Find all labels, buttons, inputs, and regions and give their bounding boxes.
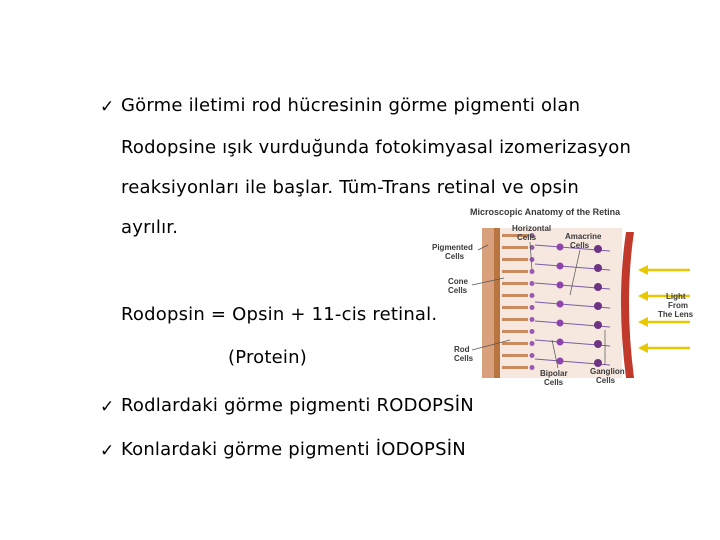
check-icon: ✓ [100,397,115,417]
formula-note: (Protein) [228,347,307,368]
ganglion-cell [594,264,602,272]
rod-cell [502,294,528,297]
paragraph-line-2: Rodopsine ışık vurduğunda fotokimyasal izomerizasyon [121,137,632,158]
retina-diagram [420,200,720,395]
rod-nucleus [530,317,535,322]
bullet-rod-pigment: Rodlardaki görme pigmenti RODOPSİN [121,395,474,416]
paragraph-line-4: ayrılır. [121,217,179,238]
paragraph-line-1: Görme iletimi rod hücresinin görme pigmenti olan [121,95,581,116]
ganglion-label-2: Cells [596,376,616,385]
rod-nucleus [530,305,535,310]
rod-cell [502,318,528,321]
arrow-head [638,291,648,301]
rod-cell [502,342,528,345]
rod-cell [502,366,528,369]
arrow-head [638,343,648,353]
bipolar-cell [557,263,564,270]
pigmented-label-2: Cells [445,252,465,261]
pigmented-layer [482,228,500,378]
diagram-title: Microscopic Anatomy of the Retina [470,207,621,217]
rod-nucleus [530,353,535,358]
ganglion-cell [594,302,602,310]
bipolar-cell [557,282,564,289]
ganglion-cell [594,340,602,348]
rod-nucleus [530,365,535,370]
rod-nucleus [530,341,535,346]
ganglion-cell [594,283,602,291]
rod-cell [502,330,528,333]
amacrine-label-1: Amacrine [565,232,602,241]
pigmented-label-1: Pigmented [432,243,473,252]
ganglion-cell [594,321,602,329]
rod-cell [502,270,528,273]
arrow-head [638,317,648,327]
bipolar-cell [557,320,564,327]
bipolar-label-2: Cells [544,378,564,387]
rod-label-1: Rod [454,345,470,354]
light-label-2: From [668,301,688,310]
rod-cell [502,354,528,357]
horizontal-label-2: Cells [517,233,537,242]
cone-label-1: Cone [448,277,468,286]
amacrine-label-2: Cells [570,241,590,250]
rod-nucleus [530,329,535,334]
bullet-cone-pigment: Konlardaki görme pigmenti İODOPSİN [121,439,466,460]
rod-cell [502,246,528,249]
cone-label-2: Cells [448,286,468,295]
retina-edge [621,232,634,378]
bipolar-cell [557,301,564,308]
bipolar-cell [557,339,564,346]
light-label-3: The Lens [658,310,694,319]
horizontal-label-1: Horizontal [512,224,552,233]
arrow-head [638,265,648,275]
check-icon: ✓ [100,441,115,461]
rod-label-2: Cells [454,354,474,363]
ganglion-cell [594,359,602,367]
bipolar-label-1: Bipolar [540,369,568,378]
rod-nucleus [530,257,535,262]
rod-cell [502,306,528,309]
rod-cell [502,282,528,285]
paragraph-line-3: reaksiyonları ile başlar. Tüm-Trans retinal ve opsin [121,177,579,198]
ganglion-label-1: Ganglion [590,367,625,376]
light-label-1: Light [666,292,686,301]
check-icon: ✓ [100,97,115,117]
bipolar-cell [557,358,564,365]
ganglion-cell [594,245,602,253]
formula-text: Rodopsin = Opsin + 11-cis retinal. [121,304,438,325]
rod-nucleus [530,293,535,298]
rod-nucleus [530,281,535,286]
bipolar-cell [557,244,564,251]
rod-cell [502,258,528,261]
